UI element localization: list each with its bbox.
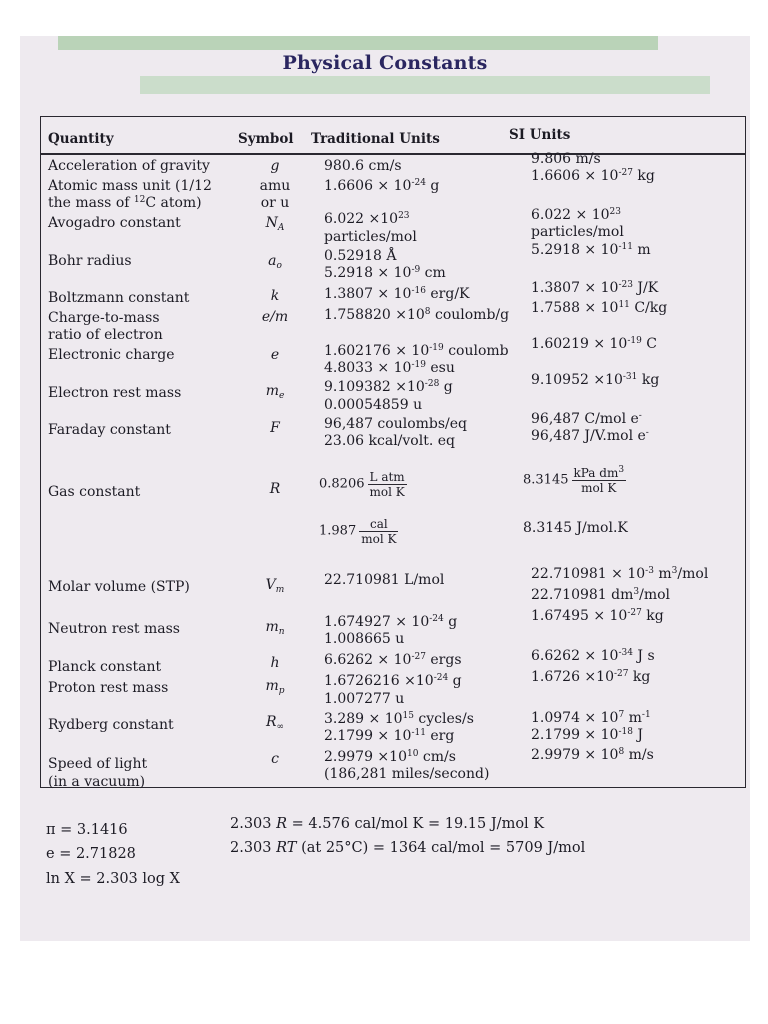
row-light-si: $2.9979 \times 10^8$ m/s	[531, 747, 654, 763]
row-faraday-si-line1: 96,487 C/mol e-	[531, 411, 642, 427]
row-bohr-si: $5.2918 \times 10^{-11}$ m	[531, 242, 651, 258]
row-molar-volume-traditional: 22.710981 L/mol	[324, 572, 445, 588]
row-charge-mass-traditional: $1.758820 \times 10^8$ coulomb/g	[324, 307, 510, 323]
header-divider	[41, 153, 745, 155]
row-charge-mass-quantity-line2: ratio of electron	[48, 327, 163, 343]
row-avogadro-traditional-line1: $6.022 \times 10^{23}$	[324, 211, 410, 227]
footer-e: e = 2.71828	[46, 846, 136, 862]
row-faraday-quantity: Faraday constant	[48, 422, 171, 438]
row-electron-mass-traditional-line2: 0.00054859 u	[324, 397, 423, 413]
row-charge-mass-symbol: e/m	[261, 309, 289, 325]
row-electronic-charge-traditional-line1: $1.602176 \times 10^{-19}$ coulomb	[324, 343, 509, 359]
row-light-traditional-line2: (186,281 miles/second)	[324, 766, 490, 782]
row-light-symbol: c	[271, 751, 279, 767]
constants-table	[40, 116, 746, 788]
row-planck-traditional: $6.6262 \times 10^{-27}$ ergs	[324, 652, 462, 668]
row-proton-mass-si: $1.6726 \times 10^{-27}$ kg	[531, 669, 651, 685]
row-neutron-mass-traditional-line2: 1.008665 u	[324, 631, 405, 647]
row-avogadro-si-line2: particles/mol	[531, 224, 624, 240]
row-rydberg-quantity: Rydberg constant	[48, 717, 174, 733]
row-electron-mass-symbol: $m_e$	[265, 383, 285, 401]
row-faraday-traditional-line2: 23.06 kcal/volt. eq	[324, 433, 455, 449]
title-band-decoration	[140, 76, 710, 94]
row-gravity-symbol: g	[270, 158, 280, 174]
row-molar-volume-si-line2: 22.710981 $dm^3$/mol	[531, 587, 671, 603]
row-boltzmann-traditional: $1.3807 \times 10^{-16}$ erg/K	[324, 286, 470, 302]
row-gas-quantity: Gas constant	[48, 484, 141, 500]
row-bohr-traditional-line1: 0.52918 Å	[324, 248, 397, 264]
footer-r-relation: 2.303 R = 4.576 cal/mol K = 19.15 J/mol K	[230, 816, 545, 832]
row-faraday-si-line2: 96,487 J/V.mol e-	[531, 428, 649, 444]
row-electronic-charge-traditional-line2: $4.8033 \times 10^{-19}$ esu	[324, 360, 455, 376]
row-avogadro-symbol: $N_A$	[265, 215, 285, 233]
row-rydberg-symbol: $R_\infty$	[265, 714, 285, 732]
header-quantity: Quantity	[48, 131, 114, 147]
row-neutron-mass-traditional-line1: $1.674927 \times 10^{-24}$ g	[324, 614, 458, 630]
row-rydberg-si-line1: $1.0974 \times 10^7$ $m^{-1}$	[531, 710, 651, 726]
row-molar-volume-symbol: $V_m$	[265, 577, 285, 595]
row-light-quantity-line1: Speed of light	[48, 756, 148, 772]
row-gas-traditional-2: 1.987 $\frac{\text{cal}}{\text{mol K}}$	[319, 517, 397, 546]
page-title: Physical Constants	[282, 52, 488, 74]
row-bohr-quantity: Bohr radius	[48, 253, 132, 269]
footer-pi: π = 3.1416	[46, 822, 128, 838]
row-neutron-mass-si: $1.67495 \times 10^{-27}$ kg	[531, 608, 664, 624]
row-light-quantity-line2: (in a vacuum)	[48, 774, 146, 790]
row-proton-mass-traditional-line1: $1.6726216 \times 10^{-24}$ g	[324, 673, 462, 689]
row-avogadro-traditional-line2: particles/mol	[324, 229, 417, 245]
header-band-decoration	[58, 36, 658, 50]
row-rydberg-traditional-line1: $3.289 \times 10^{15}$ cycles/s	[324, 711, 474, 727]
row-electron-mass-traditional-line1: $9.109382 \times 10^{-28}$ g	[324, 379, 453, 395]
row-boltzmann-quantity: Boltzmann constant	[48, 290, 190, 306]
row-proton-mass-quantity: Proton rest mass	[48, 680, 169, 696]
row-neutron-mass-quantity: Neutron rest mass	[48, 621, 180, 637]
header-symbol: Symbol	[238, 131, 294, 147]
row-gas-symbol: R	[269, 481, 281, 497]
row-amu-quantity-line1: Atomic mass unit (1/12	[48, 178, 212, 194]
row-amu-si: $1.6606 \times 10^{-27}$ kg	[531, 168, 655, 184]
row-charge-mass-si: $1.7588 \times 10^{11}$ C/kg	[531, 300, 668, 316]
row-avogadro-si-line1: $6.022 \times 10^{23}$	[531, 207, 621, 223]
footer-rt-relation: 2.303 RT (at 25°C) = 1364 cal/mol = 5709 J/mol	[230, 840, 586, 856]
row-electronic-charge-si: $1.60219 \times 10^{-19}$ C	[531, 336, 658, 352]
row-amu-quantity-line2: the mass of $^{12}$C atom)	[48, 195, 202, 211]
row-faraday-traditional-line1: 96,487 coulombs/eq	[324, 416, 468, 432]
row-amu-symbol-alt: or u	[260, 195, 290, 211]
header-si: SI Units	[509, 127, 571, 143]
row-molar-volume-quantity: Molar volume (STP)	[48, 579, 190, 595]
row-proton-mass-traditional-line2: 1.007277 u	[324, 691, 405, 707]
row-charge-mass-quantity-line1: Charge-to-mass	[48, 310, 160, 326]
row-amu-traditional: $1.6606 \times 10^{-24}$ g	[324, 178, 440, 194]
row-gravity-si: 9.806 m/s	[531, 151, 601, 167]
row-gravity-traditional: 980.6 cm/s	[324, 158, 402, 174]
row-amu-symbol: amu	[259, 178, 291, 194]
row-faraday-symbol: F	[270, 420, 280, 436]
row-rydberg-traditional-line2: $2.1799 \times 10^{-11}$ erg	[324, 728, 455, 744]
row-avogadro-quantity: Avogadro constant	[48, 215, 181, 231]
row-electronic-charge-quantity: Electronic charge	[48, 347, 175, 363]
document-page	[20, 36, 750, 941]
header-traditional: Traditional Units	[311, 131, 440, 147]
row-electron-mass-quantity: Electron rest mass	[48, 385, 182, 401]
row-planck-symbol: h	[270, 655, 280, 671]
row-proton-mass-symbol: $m_p$	[265, 678, 285, 696]
row-planck-quantity: Planck constant	[48, 659, 162, 675]
row-electron-mass-si: $9.10952 \times 10^{-31}$ kg	[531, 372, 660, 388]
row-gravity-quantity: Acceleration of gravity	[48, 158, 210, 174]
footer-ln: ln X = 2.303 log X	[46, 871, 180, 887]
row-planck-si: $6.6262 \times 10^{-34}$ J s	[531, 648, 655, 664]
row-boltzmann-si: $1.3807 \times 10^{-23}$ J/K	[531, 280, 659, 296]
row-molar-volume-si-line1: $22.710981 \times 10^{-3}$ $m^3$/mol	[531, 566, 709, 582]
row-boltzmann-symbol: k	[270, 288, 280, 304]
row-bohr-traditional-line2: $5.2918 \times 10^{-9}$ cm	[324, 265, 446, 281]
row-gas-traditional-1: 0.8206 $\frac{\text{L atm}}{\text{mol K}}$	[319, 470, 405, 499]
row-rydberg-si-line2: $2.1799 \times 10^{-18}$ J	[531, 727, 643, 743]
row-electronic-charge-symbol: e	[270, 347, 280, 363]
row-gas-si-1: 8.3145 $\frac{kPa dm^3}{\text{mol K}}$	[523, 465, 625, 495]
row-neutron-mass-symbol: $m_n$	[265, 619, 285, 637]
row-bohr-symbol: $a_o$	[268, 253, 282, 271]
row-gas-si-2: 8.3145 J/mol.K	[523, 520, 628, 536]
row-light-traditional-line1: $2.9979 \times 10^{10}$ cm/s	[324, 749, 456, 765]
